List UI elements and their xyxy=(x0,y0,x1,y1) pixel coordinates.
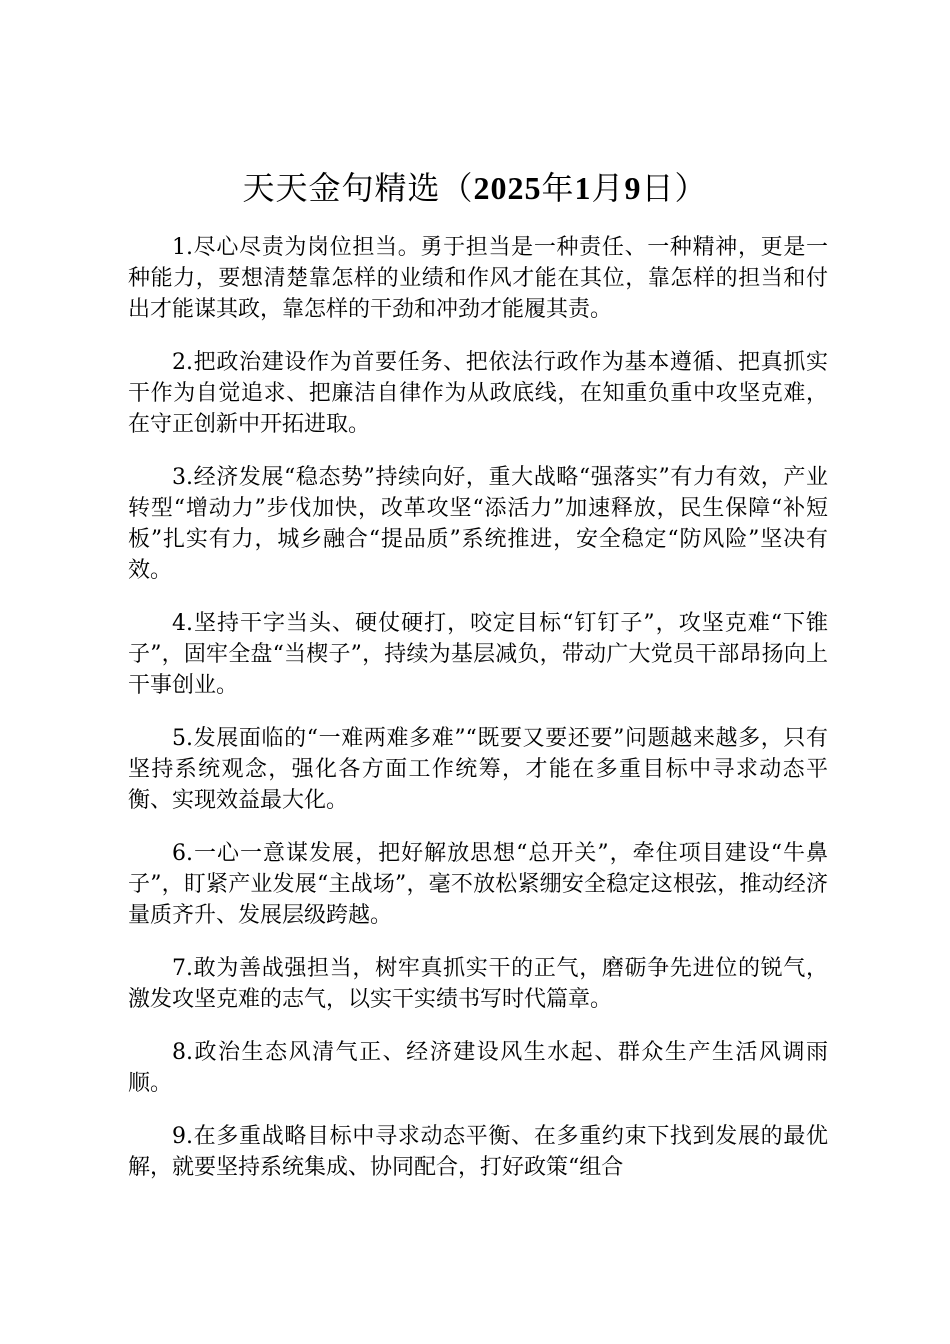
title-day: 9 xyxy=(624,170,642,206)
paragraph-8: 8.政治生态风清气正、经济建设风生水起、群众生产生活风调雨顺。 xyxy=(128,1040,828,1096)
title-prefix: 天天金句精选（ xyxy=(242,169,474,207)
paragraph-9: 9.在多重战略目标中寻求动态平衡、在多重约束下找到发展的最优解，就要坚持系统集成、协同配合，打好政策“组合 xyxy=(128,1124,828,1180)
paragraph-2: 2.把政治建设作为首要任务、把依法行政作为基本遵循、把真抓实干作为自觉追求、把廉洁自律作为从政底线，在知重负重中攻坚克难，在守正创新中开拓进取。 xyxy=(128,350,828,437)
paragraph-5: 5.发展面临的“一难两难多难”“既要又要还要”问题越来越多，只有坚持系统观念，强化各方面工作统筹，才能在多重目标中寻求动态平衡、实现效益最大化。 xyxy=(128,726,828,813)
paragraph-1: 1.尽心尽责为岗位担当。勇于担当是一种责任、一种精神，更是一种能力，要想清楚靠怎样的业绩和作风才能在其位，靠怎样的担当和付出才能谋其政，靠怎样的干劲和冲劲才能履其责。 xyxy=(128,235,828,322)
title-month: 1 xyxy=(574,170,592,206)
paragraph-7: 7.敢为善战强担当，树牢真抓实干的正气，磨砺争先进位的锐气，激发攻坚克难的志气，以实干实绩书写时代篇章。 xyxy=(128,956,828,1012)
title-year-unit: 年 xyxy=(541,169,575,207)
paragraph-3: 3.经济发展“稳态势”持续向好，重大战略“强落实”有力有效，产业转型“增动力”步伐加快，改革攻坚“添活力”加速释放，民生保障“补短板”扎实有力，城乡融合“提品质”系统推进，安全稳定“防风险”坚决有效。 xyxy=(128,465,828,583)
paragraph-4: 4.坚持干字当头、硬仗硬打，咬定目标“钉钉子”，攻坚克难“下锥子”，固牢全盘“当楔子”，持续为基层减负，带动广大党员干部昂扬向上干事创业。 xyxy=(128,611,828,698)
title-suffix: 日） xyxy=(641,169,708,207)
title-month-unit: 月 xyxy=(591,169,625,207)
paragraph-6: 6.一心一意谋发展，把好解放思想“总开关”，牵住项目建设“牛鼻子”，盯紧产业发展“主战场”，毫不放松紧绷安全稳定这根弦，推动经济量质齐升、发展层级跨越。 xyxy=(128,841,828,928)
document-title xyxy=(0,166,950,210)
title-year: 2025 xyxy=(473,170,542,206)
document-body xyxy=(128,232,828,1183)
